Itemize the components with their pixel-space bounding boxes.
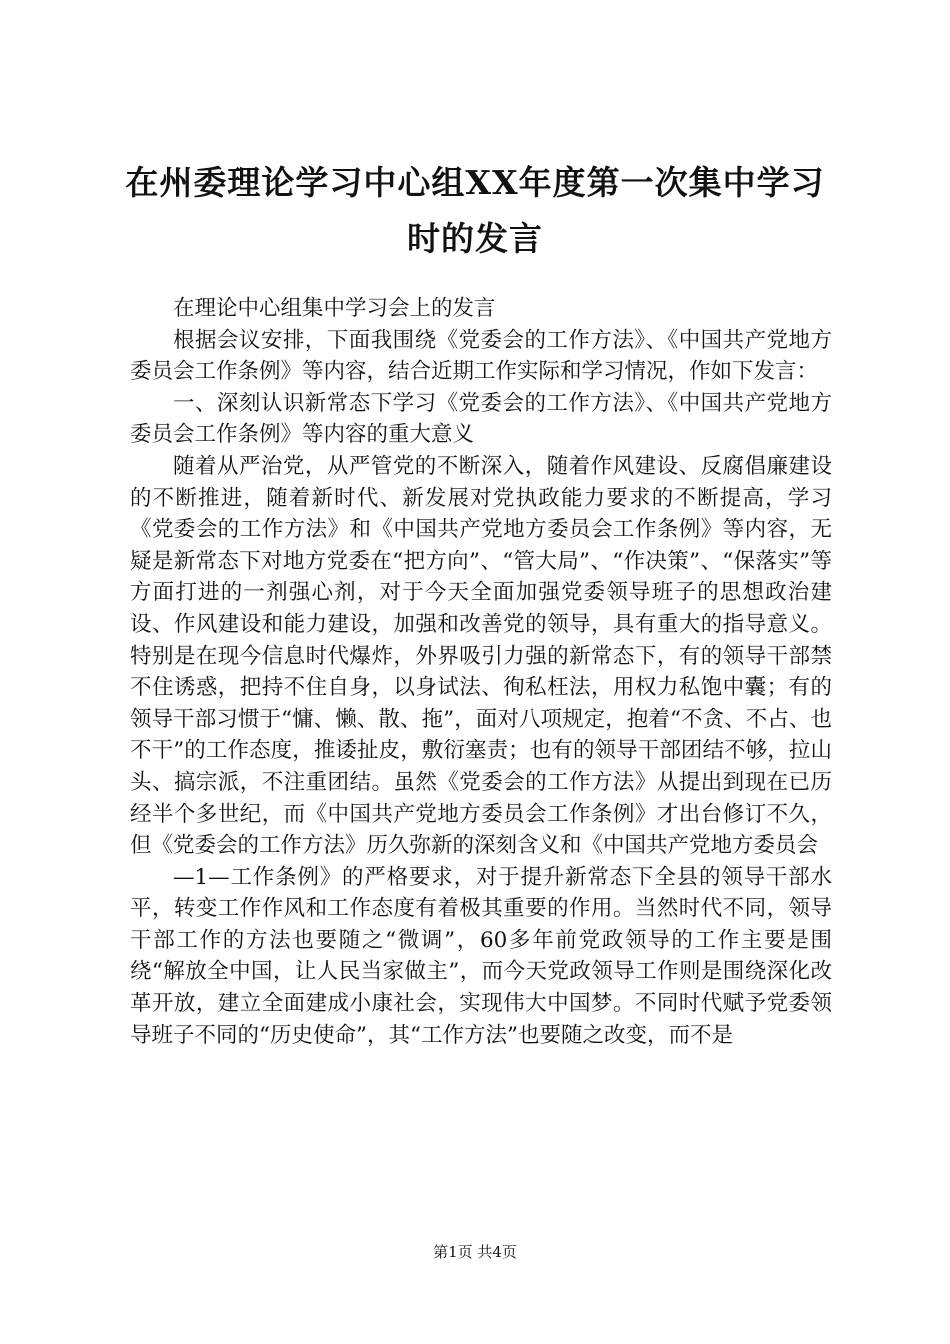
paragraph-body: 随着从严治党，从严管党的不断深入，随着作风建设、反腐倡廉建设的不断推进，随着新时代、新发展对党执政能力要求的不断提高，学习《党委会的工作方法》和《中国共产党地方委员会工作条例》等内容，无疑是新常态下对地方党委在“把方向”、“管大局”、“作决策”、“保落实”等方面打进的一剂强心剂，对于今天全面加强党委领导班子的思想政治建设、作风建设和能力建设，加强和改善党的领导，具有重大的指导意义。特别是在现今信息时代爆炸，外界吸引力强的新常态下，有的领导干部禁不住诱惑，把持不住自身，以身试法、徇私枉法，用权力私饱中囊；有的领导干部习惯于“慵、懒、散、拖”，面对八项规定，抱着“不贪、不占、也不干”的工作态度，推诿扯皮，敷衍塞责；也有的领导干部团结不够，拉山头、搞宗派，不注重团结。虽然《党委会的工作方法》从提出到现在已历经半个多世纪，而《中国共产党地方委员会工作条例》才出台修订不久，但《党委会的工作方法》历久弥新的深刻含义和《中国共产党地方委员会 [130, 453, 832, 859]
document-title: 在州委理论学习中心组XX年度第一次集中学习时的发言 [125, 163, 825, 258]
page-number-footer: 第1页 共4页 [433, 1243, 517, 1261]
paragraph-intro: 根据会议安排，下面我围绕《党委会的工作方法》、《中国共产党地方委员会工作条例》等内容，结合近期工作实际和学习情况，作如下发言： [130, 327, 832, 385]
paragraph-continued: —1—工作条例》的严格要求，对于提升新常态下全县的领导干部水平，转变工作作风和工作态度有着极其重要的作用。当然时代不同，领导干部工作的方法也要随之“微调”，60多年前党政领导的工作主要是围绕“解放全中国，让人民当家做主”，而今天党政领导工作则是围绕深化改革开放，建立全面建成小康社会，实现伟大中国梦。不同时代赋予党委领导班子不同的“历史使命”，其“工作方法”也要随之改变，而不是 [130, 864, 832, 1048]
paragraph-section-heading: 一、深刻认识新常态下学习《党委会的工作方法》、《中国共产党地方委员会工作条例》等内容的重大意义 [130, 390, 832, 448]
document-body [130, 293, 832, 1051]
paragraph-heading: 在理论中心组集中学习会上的发言 [173, 296, 496, 321]
